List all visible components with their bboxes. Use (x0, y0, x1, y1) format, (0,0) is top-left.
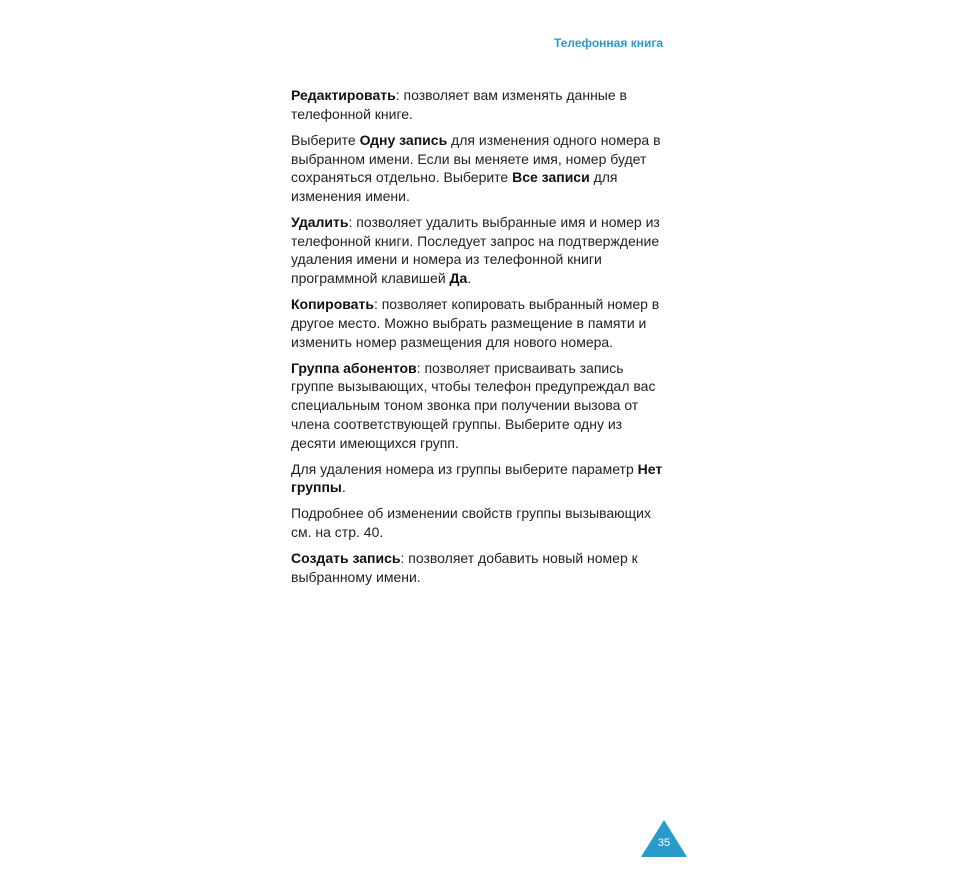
paragraph-create-entry (291, 549, 663, 586)
term-all-entries: Все записи (512, 169, 590, 186)
term-delete: Удалить (291, 214, 349, 230)
paragraph-caller-group (291, 359, 663, 453)
paragraph-caller-group-text: : позволяет присваивать запись группе вызывающих, чтобы телефон предупреждал вас специальным тоном звонка при получении вызова от члена соответствующей группы. Выберите одну из десяти имеющихся групп. (291, 359, 656, 451)
term-no-group: Нет группы (291, 460, 663, 496)
paragraph-copy (291, 295, 663, 351)
paragraph-delete (291, 213, 663, 288)
page-body (291, 86, 663, 594)
running-header: Телефонная книга (553, 36, 663, 50)
term-one-entry: Одну запись (359, 131, 448, 148)
text-segment: . (341, 479, 346, 496)
paragraph-delete-text: : позволяет удалить выбранные имя и номер из телефонной книги. Последует запрос на подтверждение удаления имени и номера из телефонной книги программной клавишей (291, 214, 660, 287)
term-create-entry: Создать запись (291, 550, 401, 567)
page-number: 35 (657, 837, 671, 849)
paragraph-edit-text: : позволяет вам изменять данные в телефонной книге. (291, 87, 627, 122)
paragraph-edit-options (291, 131, 663, 206)
page-number-badge (641, 820, 687, 857)
text-segment: для изменения одного номера в выбранном имени. Если вы меняете имя, номер будет сохраняться отдельно. Выберите (291, 131, 661, 186)
text-segment: . (467, 270, 472, 287)
term-yes: Да (449, 270, 468, 287)
paragraph-create-entry-text: : позволяет добавить новый номер к выбранному имени. (291, 550, 638, 585)
paragraph-copy-text: : позволяет копировать выбранный номер в другое место. Можно выбрать размещение в памяти и изменить номер размещения для нового номера. (291, 296, 660, 350)
paragraph-remove-from-group (291, 460, 663, 497)
text-segment: Для удаления номера из группы выберите параметр (291, 460, 638, 477)
paragraph-see-page: Подробнее об изменении свойств группы вызывающих см. на стр. 40. (291, 505, 651, 541)
text-segment: Выберите (291, 131, 360, 148)
term-caller-group: Группа абонентов (291, 359, 417, 376)
term-edit: Редактировать (291, 87, 396, 103)
text-segment: для изменения имени. (291, 169, 618, 204)
term-copy: Копировать (291, 296, 374, 313)
paragraph-edit (291, 86, 663, 123)
